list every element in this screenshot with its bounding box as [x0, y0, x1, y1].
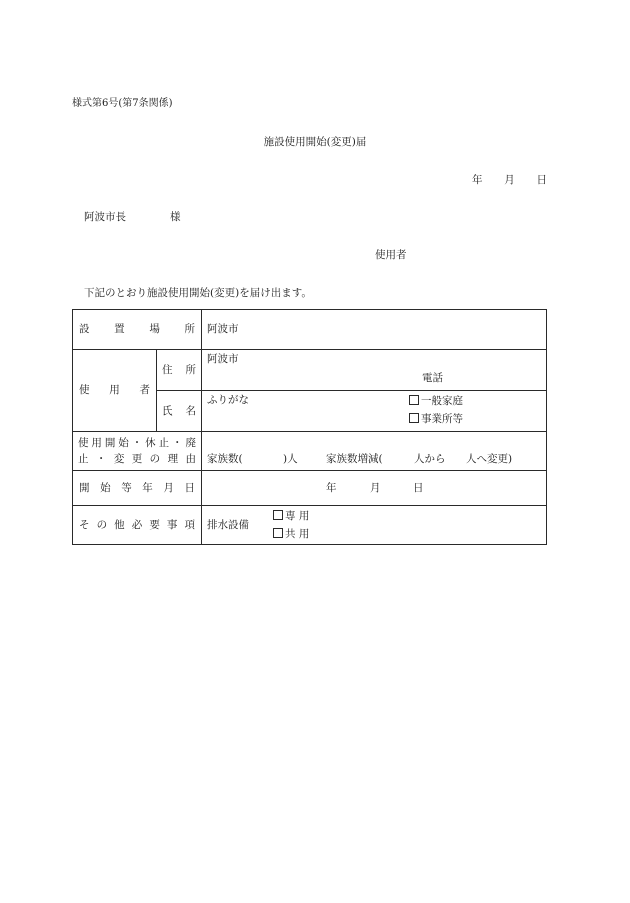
other-field[interactable] — [202, 506, 547, 545]
table-row — [73, 432, 547, 471]
option-exclusive-label: 専 用 — [285, 510, 310, 522]
address-value: 阿波市 — [207, 353, 239, 365]
table-row — [73, 350, 547, 391]
start-date-day: 日 — [413, 482, 424, 494]
reason-label — [73, 432, 202, 471]
checkbox-icon[interactable] — [273, 528, 283, 538]
addressee: 阿波市長 — [84, 211, 126, 223]
option-business[interactable] — [409, 413, 463, 425]
name-field[interactable] — [202, 391, 547, 432]
address-field[interactable] — [202, 350, 547, 391]
checkbox-icon[interactable] — [273, 510, 283, 520]
form-reference: 様式第6号(第7条関係) — [72, 98, 173, 109]
date-month-label: 月 — [504, 174, 515, 186]
applicant-label: 使用者 — [375, 249, 407, 261]
drainage-label: 排水設備 — [207, 519, 249, 531]
location-value[interactable]: 阿波市 — [202, 310, 547, 350]
phone-label: 電話 — [422, 372, 443, 384]
start-date-label: 開始等年月日 — [73, 471, 202, 506]
other-label: その他必要事項 — [73, 506, 202, 545]
family-count-unit: )人 — [283, 453, 298, 465]
option-business-label: 事業所等 — [421, 413, 463, 425]
date-day-label: 日 — [536, 174, 547, 186]
intro-text: 下記のとおり施設使用開始(変更)を届け出ます。 — [84, 287, 312, 299]
start-date-year: 年 — [326, 482, 337, 494]
table-row — [73, 471, 547, 506]
family-change-label: 家族数増減( — [326, 453, 383, 465]
furigana-label: ふりがな — [207, 394, 249, 406]
reason-field[interactable] — [202, 432, 547, 471]
table-row — [73, 506, 547, 545]
option-exclusive[interactable] — [273, 510, 309, 522]
addressee-honorific: 様 — [170, 211, 181, 223]
user-label: 使用者 — [73, 350, 157, 432]
family-change-from: 人から — [414, 453, 446, 465]
checkbox-icon[interactable] — [409, 413, 419, 423]
family-count-label: 家族数( — [207, 453, 243, 465]
option-shared[interactable] — [273, 528, 309, 540]
checkbox-icon[interactable] — [409, 395, 419, 405]
application-form-table — [72, 309, 547, 545]
reason-label-line2: 止・変更の理由 — [78, 452, 196, 465]
family-change-to: 人へ変更) — [466, 453, 513, 465]
start-date-field[interactable] — [202, 471, 547, 506]
submission-date — [472, 175, 547, 186]
date-year-label: 年 — [472, 174, 483, 186]
location-label: 設置場所 — [73, 310, 202, 350]
name-label: 氏名 — [157, 391, 202, 432]
option-shared-label: 共 用 — [285, 528, 310, 540]
option-household-label: 一般家庭 — [421, 395, 463, 407]
document-title: 施設使用開始(変更)届 — [263, 136, 367, 148]
option-household[interactable] — [409, 395, 463, 407]
start-date-month: 月 — [370, 482, 381, 494]
address-label: 住所 — [157, 350, 202, 391]
table-row — [73, 310, 547, 350]
reason-label-line1: 使用開始・休止・廃 — [78, 436, 196, 449]
